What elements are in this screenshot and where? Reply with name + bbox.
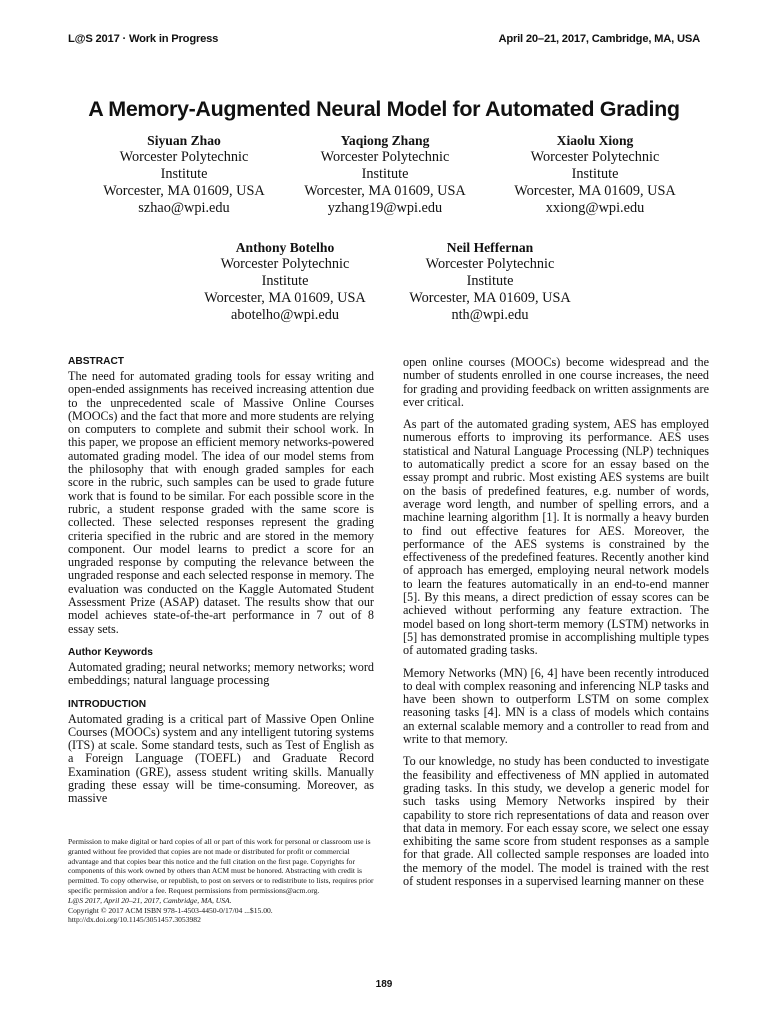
doi-link[interactable]: http://dx.doi.org/10.1145/3051457.3053982 xyxy=(68,915,201,925)
author-name: Yaqiong Zhang xyxy=(340,133,430,148)
permission-text: Permission to make digital or hard copies of all or part of this work for personal or classroom use is granted without fee provided that copies are not made or distributed for profit or commercial advantage and that copies bear this notice and the full citation on the first page. Copyrights for components of this work owned by others than ACM must be honored. Abstracting with credit is permitted. To copy otherwise, or republish, to post on servers or to redistribute to lists, requires prior specific permission and/or a fee. Request permissions from permissions@acm.org. xyxy=(68,837,374,895)
body-paragraph: open online courses (MOOCs) become widespread and the number of students enrolled in one course increases, the need for grading and providing feedback on written assignments are ever critical. xyxy=(403,355,709,409)
author-affiliation: Worcester Polytechnic xyxy=(530,149,660,165)
paper-title: A Memory-Augmented Neural Model for Automated Grading xyxy=(88,97,680,121)
author-email: yzhang19@wpi.edu xyxy=(327,200,443,216)
author-name: Siyuan Zhao xyxy=(147,133,221,148)
author-address: Worcester, MA 01609, USA xyxy=(514,183,676,199)
author-block xyxy=(490,132,700,217)
keywords-heading: Author Keywords xyxy=(68,646,153,658)
author-block xyxy=(280,132,490,217)
running-header-left: L@S 2017 · Work in Progress xyxy=(68,33,219,45)
author-email: nth@wpi.edu xyxy=(451,307,529,323)
running-header-right: April 20–21, 2017, Cambridge, MA, USA xyxy=(498,33,700,45)
body-paragraph: As part of the automated grading system, AES has employed numerous efforts to improving its performance. AES uses statistical and Natural Language Processing (NLP) techniques to automatically predict a score for an essay based on the essay prompt and rubric. Most existing AES systems are built on the basis of predefined features, e.g. number of words, average word length, and number of spelling errors, and a machine learning algorithm [1]. It is normally a heavy burden to find out effective features for AES. Moreover, the performance of the AES systems is constrained by the effectiveness of the predefined features. Recently another kind of approach has emerged, employing neural network models to learn the features automatically in an end-to-end manner [5]. By this means, a direct prediction of essay scores can be achieved without performing any feature extraction. The model based on long short-term memory (LSTM) networks in [5] has demonstrated promise in accomplishing multiple types of automated grading tasks. xyxy=(403,417,709,658)
author-affiliation: Institute xyxy=(571,166,619,182)
body-paragraph: Memory Networks (MN) [6, 4] have been recently introduced to deal with complex reasoning and inferencing NLP tasks and have been shown to outperform LSTM on some complex reasoning tasks [4]. MN is a class of models which contains an external scalable memory and a controller to read from and write to that memory. xyxy=(403,665,709,747)
author-affiliation: Institute xyxy=(261,273,309,289)
author-affiliation: Institute xyxy=(361,166,409,182)
introduction-text: Automated grading is a critical part of Massive Open Online Courses (MOOCs) system and any intelligent tutoring systems (ITS) at scale. Some standard tests, such as Test of English as a Foreign Language (TOEFL) and Graduate Record Examination (GRE), assess student writing skills. Manually grading these essay will be time-consuming. Moreover, as massive xyxy=(68,711,374,806)
page-number: 189 xyxy=(375,979,393,990)
author-name: Anthony Botelho xyxy=(235,240,335,255)
author-email: abotelho@wpi.edu xyxy=(230,307,340,323)
copyright-line: Copyright © 2017 ACM ISBN 978-1-4503-4450-0/17/04 ...$15.00. xyxy=(68,905,273,915)
author-name: Xiaolu Xiong xyxy=(556,133,634,148)
author-email: szhao@wpi.edu xyxy=(138,200,230,216)
author-block xyxy=(79,132,289,217)
abstract-heading: ABSTRACT xyxy=(68,356,125,367)
abstract-text: The need for automated grading tools for essay writing and open-ended assignments has received increasing attention due to the unprecedented scale of Massive Online Courses (MOOCs) and the fact that more and more students are relying on computers to complete and submit their school work. In this paper, we propose an efficient memory networks-powered automated grading model. The idea of our model stems from the philosophy that with enough graded samples for each score in the rubric, such samples can be used to grade future work that is found to be similar. For each possible score in the rubric, a student response graded with the same score is collected. These selected responses represent the grading criteria specified in the rubric and are stored in the memory component. Our model learns to predict a score for an ungraded response by computing the relevance between the ungraded response and each selected response in memory. The evaluation was conducted on the Kaggle Automated Student Assessment Prize (ASAP) dataset. The results show that our model achieves state-of-the-art performance in 7 out of 8 essay sets. xyxy=(68,369,374,636)
author-affiliation: Worcester Polytechnic xyxy=(220,256,350,272)
author-email: xxiong@wpi.edu xyxy=(545,200,645,216)
author-affiliation: Institute xyxy=(160,166,208,182)
author-address: Worcester, MA 01609, USA xyxy=(103,183,265,199)
body-paragraph: To our knowledge, no study has been conducted to investigate the feasibility and effectiveness of MN applied in automated grading tasks. In this study, we develop a generic model for such tasks using Memory Networks inspired by their capability to store rich representations of data and reason over that data in memory. For each essay score, we select one essay exhibiting the same score from student responses as a sample for that grade. All collected sample responses are loaded into the memory of the model. The model is trained with the rest of student responses in a supervised learning manner on these xyxy=(403,754,709,888)
left-column xyxy=(68,356,374,806)
author-affiliation: Worcester Polytechnic xyxy=(425,256,555,272)
author-address: Worcester, MA 01609, USA xyxy=(409,290,571,306)
permission-block xyxy=(68,837,374,925)
author-affiliation: Institute xyxy=(466,273,514,289)
right-column xyxy=(403,356,709,888)
author-address: Worcester, MA 01609, USA xyxy=(204,290,366,306)
introduction-heading: INTRODUCTION xyxy=(68,698,147,710)
author-address: Worcester, MA 01609, USA xyxy=(304,183,466,199)
author-block xyxy=(385,239,595,324)
author-affiliation: Worcester Polytechnic xyxy=(320,149,450,165)
venue-line: L@S 2017, April 20–21, 2017, Cambridge, MA, USA. xyxy=(68,895,232,905)
keywords-text: Automated grading; neural networks; memory networks; word embeddings; natural language processing xyxy=(68,659,374,688)
author-affiliation: Worcester Polytechnic xyxy=(119,149,249,165)
author-name: Neil Heffernan xyxy=(446,240,534,255)
author-block xyxy=(180,239,390,324)
